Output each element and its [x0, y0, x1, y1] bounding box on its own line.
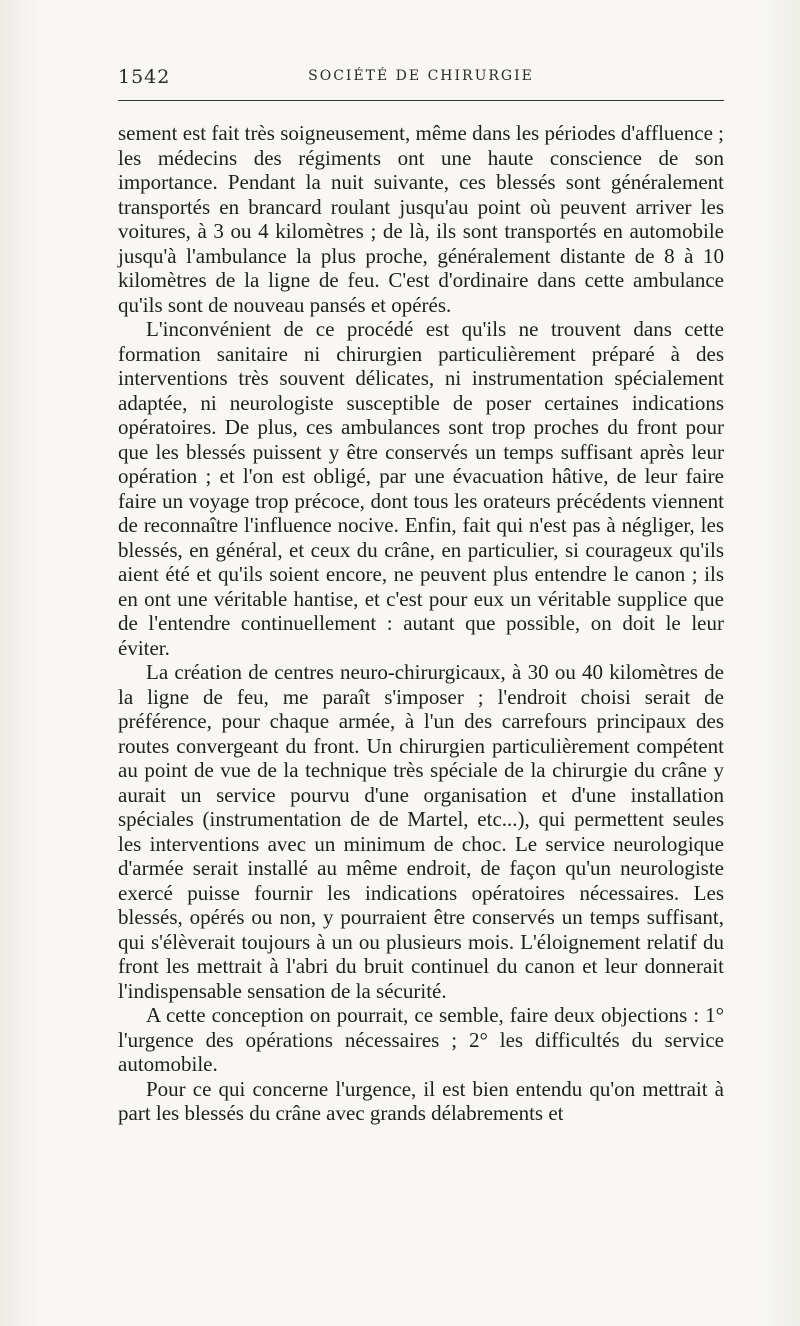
paragraph: La création de centres neuro-chirurgicaux, à 30 ou 40 kilomètres de la ligne de feu, me paraît s'imposer ; l'endroit choisi serait de préférence, pour chaque armée, à l'un des carrefours principaux des routes convergeant du front. Un chirurgien particulièrement compétent au point de vue de la technique très spéciale de la chirurgie du crâne y aurait un service pourvu d'une organisation et d'une installation spéciales (instrumentation de de Martel, etc...), qui permettent seules les interventions avec un minimum de choc. Le service neurologique d'armée serait installé au même endroit, de façon qu'un neurologiste exercé puisse fournir les indications opératoires nécessaires. Les blessés, opérés ou non, y pourraient être conservés un temps suffisant, qui s'élèverait toujours à un ou plusieurs mois. L'éloignement relatif du front les mettrait à l'abri du bruit continuel du canon et leur donnerait l'indispensable sensation de la sécurité. [118, 660, 724, 1003]
running-title: SOCIÉTÉ DE CHIRURGIE [308, 68, 534, 84]
paragraph: Pour ce qui concerne l'urgence, il est bien entendu qu'on mettrait à part les blessés du crâne avec grands délabrements et [118, 1076, 724, 1125]
header-rule [118, 100, 724, 101]
paragraph: L'inconvénient de ce procédé est qu'ils ne trouvent dans cette formation sanitaire ni chirurgien particulièrement préparé à des interventions très souvent délicates, ni instrumentation spécialement adaptée, ni neurologiste susceptible de poser certaines indications opératoires. De plus, ces ambulances sont trop proches du front pour que les blessés puissent y être conservés un temps suffisant après leur opération ; et l'on est obligé, par une évacuation hâtive, de leur faire faire un voyage trop précoce, dont tous les orateurs précédents viennent de reconnaître l'influence nocive. Enfin, fait qui n'est pas à négliger, les blessés, en général, et ceux du crâne, en particulier, si courageux qu'ils aient été et qu'ils soient encore, ne peuvent plus entendre le canon ; ils en ont une véritable hantise, et c'est pour eux un véritable supplice que de l'entendre continuellement : autant que possible, on doit le leur éviter. [118, 317, 724, 660]
body-text [118, 121, 724, 1126]
page-header [118, 66, 724, 90]
paragraph: sement est fait très soigneusement, même dans les périodes d'affluence ; les médecins des régiments ont une haute conscience de son importance. Pendant la nuit suivante, ces blessés sont généralement transportés en brancard roulant jusqu'au point où peuvent arriver les voitures, à 3 ou 4 kilomètres ; de là, ils sont transportés en automobile jusqu'à l'ambulance la plus proche, généralement distante de 8 à 10 kilomètres de la ligne de feu. C'est d'ordinaire dans cette ambulance qu'ils sont de nouveau pansés et opérés. [118, 121, 724, 317]
page-number: 1542 [118, 66, 171, 88]
paragraph: A cette conception on pourrait, ce semble, faire deux objections : 1° l'urgence des opérations nécessaires ; 2° les difficultés du service automobile. [118, 1003, 724, 1076]
